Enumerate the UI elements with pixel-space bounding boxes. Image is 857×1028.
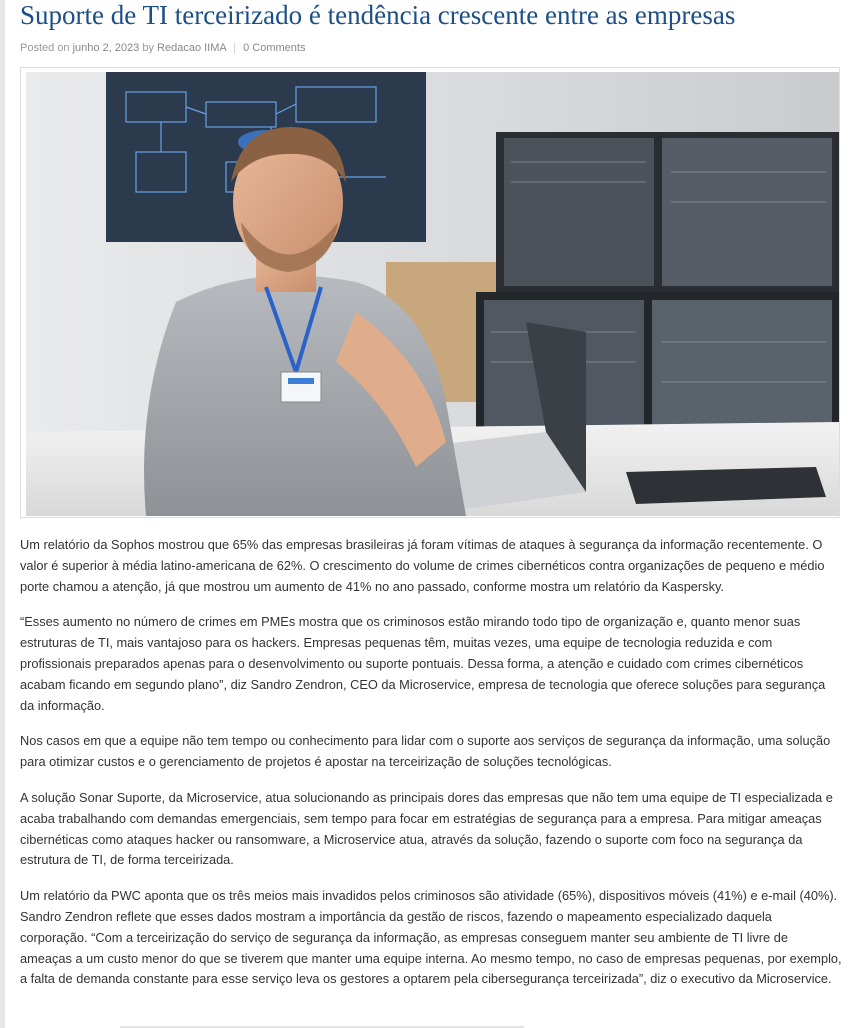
article-body (20, 535, 842, 1005)
paragraph-3: Nos casos em que a equipe não tem tempo ou conhecimento para lidar com o suporte aos serviços de segurança da informação, uma solução para otimizar custos e o gerenciamento de projetos é apostar na terceirização de soluções tecnológicas. (20, 733, 831, 770)
article (20, 0, 842, 987)
paragraph-5: Um relatório da PWC aponta que os três meios mais invadidos pelos criminosos são atividade (65%), dispositivos móveis (41%) e e-mail (40%). Sandro Zendron reflete que esses dados mostram a importância da gestão de riscos, fazendo o mapeamento especializado daquela corporação. “Com a terceirização do serviço de segurança da informação, as empresas conseguem manter seu ambiente de TI livre de ameaças a um custo menor do que se tiverem que manter uma equipe interna. Ao mesmo tempo, no caso de empresas pequenas, por exemplo, a falta de demanda constante para esse serviço leva os gestores a optarem pela cibersegurança terceirizada”, diz o executivo da Microservice. (20, 888, 842, 987)
by-label: by (142, 42, 154, 54)
comments-link[interactable]: 0 Comments (243, 42, 306, 54)
author-link[interactable]: Redacao IIMA (157, 42, 227, 54)
left-border (0, 0, 5, 1028)
article-title[interactable]: Suporte de TI terceirizado é tendência crescente entre as empresas (20, 0, 736, 30)
paragraph-4: A solução Sonar Suporte, da Microservice, atua solucionando as principais dores das empresas que não tem uma equipe de TI especializada e acaba trabalhando com demandas emergenciais, sem tempo para focar em estratégias de segurança para a empresa. Para mitigar ameaças cibernéticas como ataques hacker ou ransomware, a Microservice atua, através da solução, fazendo o suporte com foco na segurança da estrutura de TI, de forma terceirizada. (20, 789, 833, 868)
post-date-link[interactable]: junho 2, 2023 (72, 42, 140, 54)
posted-on-label: Posted on (20, 42, 70, 54)
photo-man-at-computer-monitors-icon (26, 72, 839, 516)
paragraph-2: “Esses aumento no número de crimes em PMEs mostra que os criminosos estão mirando todo tipo de organização e, quanto menor suas estruturas de TI, mais vantajoso para os hackers. Empresas pequenas têm, muitas vezes, uma equipe de tecnologia reduzida e com profissionais preparados apenas para o desenvolvimento ou suporte pontuais. Dessa forma, a atenção e cuidado com crimes cibernéticos acabam ficando em segundo plano”, diz Sandro Zendron, CEO da Microservice, empresa de tecnologia que oferece soluções para segurança da informação. (20, 614, 826, 713)
meta-separator: | (233, 42, 237, 54)
paragraph-1: Um relatório da Sophos mostrou que 65% das empresas brasileiras já foram vítimas de ataques à segurança da informação recentemente. O valor é superior à média latino-americana de 62%. O crescimento do volume de crimes cibernéticos contra organizações de pequeno e médio porte chamou a atenção, já que mostrou um aumento de 41% no ano passado, conforme mostra um relatório da Kaspersky. (20, 537, 825, 594)
featured-image[interactable] (26, 72, 839, 516)
post-meta (20, 42, 305, 54)
featured-image-frame (20, 67, 840, 518)
